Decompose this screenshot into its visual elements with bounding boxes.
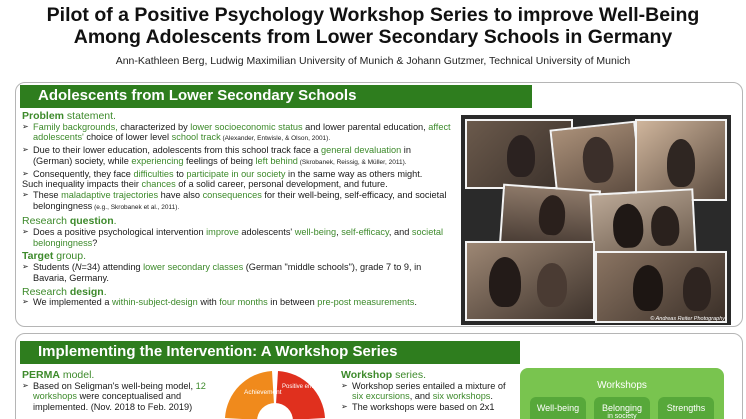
photo-tile-5	[589, 188, 696, 259]
title-line-2: Among Adolescents from Lower Secondary Schools in Germany	[73, 26, 673, 48]
research-design-bullet: ➢ We implemented a within-subject-design with four months in between pre-post measurements.	[22, 297, 452, 308]
research-question-heading: Research question.	[22, 215, 117, 228]
problem-bullet-1: ➢ Family backgrounds, characterized by lower socioeconomic status and lower parental education, affect adolescents' choice of lower level school track (Alexander, Entwisle, & Olson, 2001).	[22, 122, 452, 145]
problem-bullet-3: ➢ Consequently, they face difficulties to participate in our society in the same way as others might.	[22, 169, 452, 180]
photo-person	[581, 135, 616, 184]
section-body-adolescents	[22, 110, 452, 308]
research-question-bullet: ➢ Does a positive psychological intervention improve adolescents' well-being, self-efficacy, and societal belongingness?	[22, 227, 452, 248]
target-group-heading: Target group.	[22, 250, 87, 263]
section-banner-workshops: Implementing the Intervention: A Workshop Series	[20, 341, 520, 364]
photo-person	[537, 263, 567, 307]
authors: Ann-Kathleen Berg, Ludwig Maximilian University of Munich & Johann Gutzmer, Technical University of Munich	[115, 55, 631, 67]
workshop-bullet-2: ➢ The workshops were based on 2x1	[341, 402, 516, 413]
section-banner-adolescents: Adolescents from Lower Secondary Schools	[20, 85, 532, 108]
photo-person	[612, 203, 644, 249]
problem-bullet-2: ➢ Due to their lower education, adolescents from this school track face a general devaluation in (German) society, while experiencing feelings of being left behind (Skrobanek, Reissig, & Müller, 2011).	[22, 145, 452, 168]
workshop-box-strengths: Strengths	[658, 397, 714, 419]
photo-person	[489, 257, 521, 307]
workshops-title: Workshops	[597, 380, 647, 391]
photo-person	[507, 135, 535, 177]
perma-diagram	[220, 366, 330, 419]
workshop-box-well-being: Well-being	[530, 397, 586, 419]
belonging-sublabel: in society	[607, 413, 637, 419]
belonging-label: Belonging	[601, 403, 643, 413]
photo-person	[538, 194, 567, 236]
poster-title	[0, 4, 746, 48]
research-design-heading: Research design.	[22, 285, 107, 298]
photo-credit: © Andreas Reiter Photography	[650, 316, 725, 322]
perma-label-achievement: Achievement	[244, 389, 282, 396]
photo-person	[683, 267, 711, 311]
workshop-box-belonging	[594, 397, 650, 419]
photo-person	[650, 205, 680, 246]
photo-collage	[461, 115, 731, 325]
workshop-text	[341, 369, 516, 412]
workshop-heading: Workshop series.	[341, 369, 426, 381]
perma-heading: PERMA model.	[22, 369, 95, 381]
perma-bullet: ➢ Based on Seligman's well-being model, 12 workshops were conceptualised and implemented. (Nov. 2018 to Feb. 2019)	[22, 381, 222, 413]
workshop-bullet-1: ➢ Workshop series entailed a mixture of six excursions, and six workshops.	[341, 381, 516, 402]
workshops-diagram	[520, 368, 724, 419]
photo-tile-6	[465, 241, 595, 321]
perma-label-positive-emotion: Positive emotion	[282, 384, 327, 390]
problem-heading: Problem statement.	[22, 110, 116, 122]
problem-bullet-3-cont: Such inequality impacts their chances of a solid career, personal development, and future.	[22, 179, 388, 190]
title-line-1: Pilot of a Positive Psychology Workshop Series to improve Well-Being	[46, 4, 700, 26]
problem-bullet-4: ➢ These maladaptive trajectories have also consequences for their well-being, self-efficacy, and societal belongingness (e.g., Skrobanek et al., 2011).	[22, 190, 452, 213]
photo-person	[633, 265, 663, 311]
photo-person	[667, 139, 695, 187]
perma-text	[22, 369, 222, 412]
photo-tile-7	[595, 251, 727, 323]
target-group-bullet: ➢ Students (N=34) attending lower secondary classes (German "middle schools"), grade 7 to 9, in Bavaria, Germany.	[22, 262, 452, 283]
